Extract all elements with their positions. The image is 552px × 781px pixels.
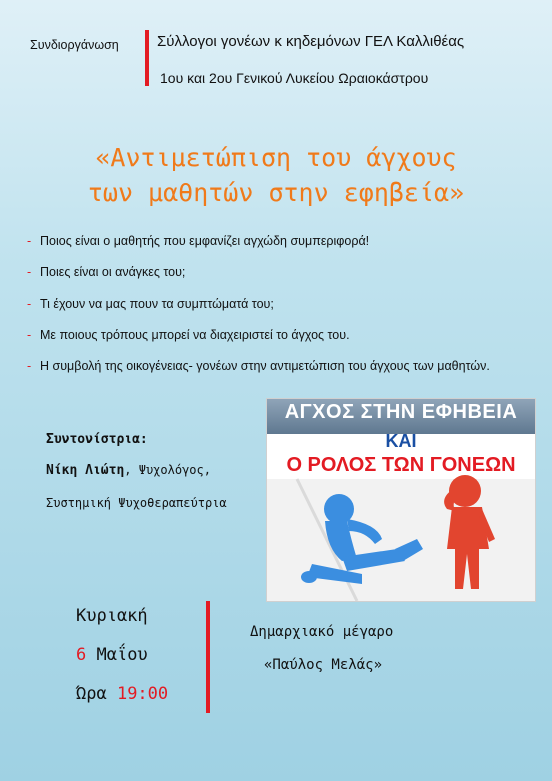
coordinator-role: Συστημική Ψυχοθεραπεύτρια <box>46 496 227 510</box>
event-date-number: 6 <box>76 645 87 665</box>
coordinator-title: , Ψυχολόγος, <box>124 463 211 477</box>
header-divider <box>145 30 149 86</box>
list-item: - Η συμβολή της οικογένειας- γονέων στην αντιμετώπιση του άγχους των μαθητών. <box>27 359 490 374</box>
title-line-2: των μαθητών στην εφηβεία» <box>87 178 465 207</box>
topics-list <box>27 234 490 390</box>
list-item: - Με ποιους τρόπους μπορεί να διαχειριστεί το άγχος του. <box>27 327 350 342</box>
bullet-dash: - <box>27 359 32 374</box>
poster-title-line-2: ΚΑΙ <box>385 431 417 451</box>
list-item: - Τι έχουν να μας πουν τα συμπτώματά του; <box>27 296 274 311</box>
event-date <box>76 645 148 665</box>
event-divider <box>206 601 210 713</box>
bullet-dash: - <box>27 234 32 248</box>
event-day: Κυριακή <box>76 606 148 626</box>
associations-text: Σύλλογοι γονέων κ κηδεμόνων ΓΕΛ Καλλιθέας <box>157 33 465 50</box>
co-organization-label: Συνδιοργάνωση <box>30 38 119 52</box>
event-date-month: Μαΐου <box>86 645 148 665</box>
poster-image <box>266 398 536 602</box>
schools-text: 1ου και 2ου Γενικού Λυκείου Ωραιοκάστρου <box>160 70 429 86</box>
list-item: - Ποιος είναι ο μαθητής που εμφανίζει αγχώδη συμπεριφορά! <box>27 234 370 248</box>
bullet-dash: - <box>27 327 32 342</box>
coordinator-name: Νίκη Λιώτη <box>46 463 125 478</box>
poster-title-line-3: Ο ΡΟΛΟΣ ΤΩΝ ΓΟΝΕΩΝ <box>286 454 516 476</box>
worried-figures-illustration <box>267 399 535 601</box>
coordinator-label: Συντονίστρια: <box>46 432 148 447</box>
bullet-dash: - <box>27 296 32 311</box>
event-title <box>0 140 552 210</box>
list-item: - Ποιες είναι οι ανάγκες του; <box>27 265 186 280</box>
event-time-label: Ώρα <box>76 684 117 704</box>
coordinator-name-line <box>46 463 211 478</box>
event-time <box>76 684 168 704</box>
event-time-value: 19:00 <box>116 684 169 704</box>
poster-title-line-1: ΑΓΧΟΣ ΣΤΗΝ ΕΦΗΒΕΙΑ <box>284 401 518 423</box>
bullet-dash: - <box>27 265 32 280</box>
event-venue-name: «Παύλος Μελάς» <box>264 657 383 673</box>
title-line-1: «Αντιμετώπιση του άγχους <box>95 143 457 172</box>
event-venue: Δημαρχιακό μέγαρο <box>250 624 394 640</box>
